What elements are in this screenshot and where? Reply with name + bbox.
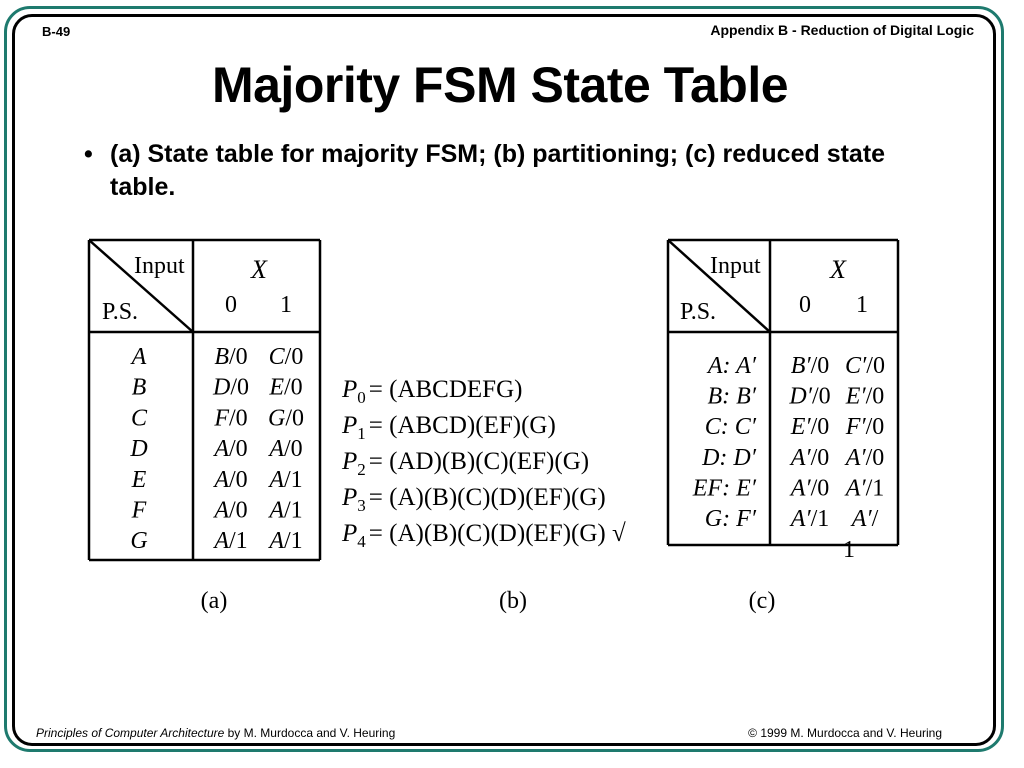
table-c-next-x1-output: /0 [866,353,885,379]
caption-c: (c) [748,588,776,614]
table-c-next-x1-output: / [871,506,879,532]
partition-row [341,484,606,515]
table-a-next-x1-state: E [269,374,284,401]
table-a-next-x1-state: A [269,528,284,555]
table-a-next-x1-state: A [269,466,284,493]
table-c-next-x0-state: E′ [790,414,811,441]
table-a-next-x0-state: A [214,436,229,463]
table-a-next-x0-output: /1 [229,528,248,555]
partition-expression: = (A)(B)(C)(D)(EF)(G) √ [368,520,626,547]
table-a-next-x0 [212,375,249,401]
partition-subscript: 0 [357,388,366,407]
table-c-next-x0-state: D′ [789,383,812,410]
bullet-dot: • [84,140,93,168]
table-a-next-x0-output: /0 [229,405,248,432]
table-a-next-x1 [267,528,302,554]
table-c-ps-cell: C: C′ [704,414,756,441]
table-c-next-x0 [789,475,830,501]
table-a-ps-cell: D [130,436,148,463]
partition-row [341,412,556,443]
table-c-next-x0-state: A′ [790,444,811,471]
footer-copyright: © 1999 M. Murdocca and V. Heuring [748,726,942,740]
table-a-next-x1-output: /1 [284,497,303,524]
table-c-next-x0-state: B′ [790,353,811,379]
table-a-next-x1-state: C [268,344,285,370]
table-c-input-1: 1 [856,292,868,318]
table-c-corner-input: Input [710,253,761,279]
state-table-a [89,240,320,560]
partition-row [341,448,589,479]
table-a-next-x0-output: /0 [230,374,250,401]
table-a-next-x1-output: /1 [284,466,303,493]
table-c-input-var: X [830,255,846,284]
table-a-next-x0-output: /0 [229,344,248,370]
table-a-next-x1 [267,467,302,493]
table-a-next-x0-state: B [214,344,229,370]
partition-label: P [342,376,358,403]
table-c-next-x1-state: A′ [845,444,866,471]
table-c-next-x0 [789,506,830,532]
table-c-next-x0-output: /0 [810,414,830,441]
table-a-next-x1-output: /1 [284,528,303,555]
partition-label: P [342,484,358,511]
table-a-ps-cell: F [131,497,147,524]
table-c-corner-ps: P.S. [680,299,717,325]
header-title: Appendix B - Reduction of Digital Logic [710,22,974,38]
table-c-next-x1 [845,353,885,379]
table-c-next-x0 [788,384,830,410]
table-a-next-x1 [267,498,302,524]
partition-subscript: 1 [357,424,366,443]
table-c-ps-cell: EF: E′ [692,475,756,502]
table-c-next-x0-output: /0 [810,353,830,379]
table-a-rows [129,344,304,554]
table-c-ps-cell: A: A′ [707,353,756,379]
table-c-next-x1-state: E′ [845,383,866,410]
table-c-next-x0-output: /0 [810,475,830,502]
partition-expression: = (ABCD)(EF)(G) [368,412,556,439]
table-a-ps-cell: G [130,528,148,555]
table-c-next-x1 [845,384,885,410]
partition-expression: = (AD)(B)(C)(EF)(G) [368,448,590,475]
table-a-next-x1 [267,436,302,462]
table-c-next-x1 [844,475,885,501]
table-c-next-x1-output: /0 [865,444,885,471]
table-a-ps-cell: B [131,374,147,401]
table-c-next-x1 [844,445,885,471]
table-a-input-var: X [251,255,267,284]
table-a-next-x1 [269,344,304,370]
table-a-next-x0 [214,344,247,370]
table-a-next-x1 [268,375,302,401]
table-a-next-x1-state: A [269,497,284,524]
table-a-ps-cell: A [131,344,147,370]
partition-label: P [342,520,358,547]
table-a-next-x0-state: A [214,466,229,493]
table-c-next-x1 [845,414,885,440]
table-a-ps-cell: E [131,466,147,493]
bullet-text: (a) State table for majority FSM; (b) partitioning; (c) reduced state table. [110,140,886,201]
table-c-next-x1-state: A′ [851,506,872,532]
table-c-next-x0 [789,445,830,471]
partition-expression: = (A)(B)(C)(D)(EF)(G) [368,484,606,511]
table-a-next-x0-state: A [214,497,229,524]
partition-label: P [342,412,358,439]
table-a-next-x0 [212,528,247,554]
table-c-next-x1-state: F′ [845,414,866,441]
table-a-next-x0-state: F [214,405,229,432]
table-a-next-x0 [212,467,247,493]
table-c-next-x1-state: C′ [845,353,867,379]
footer-authors: by M. Murdocca and V. Heuring [224,726,396,740]
partition-row [341,376,522,407]
table-a-next-x1-output: /0 [285,405,305,432]
table-a-next-x0-output: /0 [229,466,248,493]
table-c-next-x1-output: /0 [865,383,885,410]
table-c-ps-cell: B: B′ [707,383,756,410]
partition-subscript: 4 [357,532,366,551]
footer-credit [36,726,395,740]
table-a-next-x0 [213,405,247,431]
partition-subscript: 3 [357,496,366,515]
partition-row [341,520,626,551]
partition-subscript: 2 [357,460,366,479]
partition-expression: = (ABCDEFG) [368,376,523,403]
table-a-next-x1-output: /0 [284,436,303,463]
table-c-next-x0-output: /1 [810,506,830,532]
table-c-next-x0-output: /0 [810,444,830,471]
table-c-ps-cell: D: D′ [702,444,756,471]
partition-label: P [342,448,358,475]
table-a-next-x0-state: A [214,528,229,555]
table-a-next-x0-output: /0 [229,436,248,463]
table-a-input-0: 0 [225,292,237,318]
table-a-corner-input: Input [134,253,185,279]
table-c-next-x0 [791,353,830,379]
table-a-next-x1-state: A [269,436,284,463]
table-c-next-x1-output: /0 [865,414,885,441]
table-c-ps-cell: G: F′ [704,506,756,532]
table-c-next-x0-state: A′ [790,506,811,532]
table-a-next-x0-output: /0 [229,497,248,524]
table-a-next-x0-state: D [212,374,231,401]
table-a-next-x1 [268,405,304,431]
table-c-next-x0 [790,414,830,440]
table-a-next-x1-output: /0 [284,374,303,401]
table-c-rows [692,353,885,532]
table-a-ps-cell: C [130,405,148,432]
table-c-next-x1-output: /1 [865,475,885,502]
table-a-next-x1-output: /0 [284,344,304,370]
table-a-corner-ps: P.S. [102,299,139,325]
table-c-next-x1-state: A′ [845,475,866,502]
table-c-overflow: 1 [843,537,855,563]
state-table-c [668,240,898,563]
table-c-input-0: 0 [799,292,811,318]
caption-b: (b) [499,588,527,614]
table-a-input-1: 1 [280,292,292,318]
table-a-next-x1-state: G [267,405,286,432]
table-c-next-x1 [850,506,879,532]
table-c-next-x0-output: /0 [811,383,831,410]
partition-list-b [341,376,626,551]
page-title: Majority FSM State Table [211,57,789,113]
slide-number: B-49 [42,24,71,39]
table-c-next-x0-state: A′ [790,475,811,502]
table-a-next-x0 [212,498,247,524]
footer-book-title: Principles of Computer Architecture [36,726,225,740]
table-a-next-x0 [212,436,247,462]
caption-a: (a) [200,588,228,614]
